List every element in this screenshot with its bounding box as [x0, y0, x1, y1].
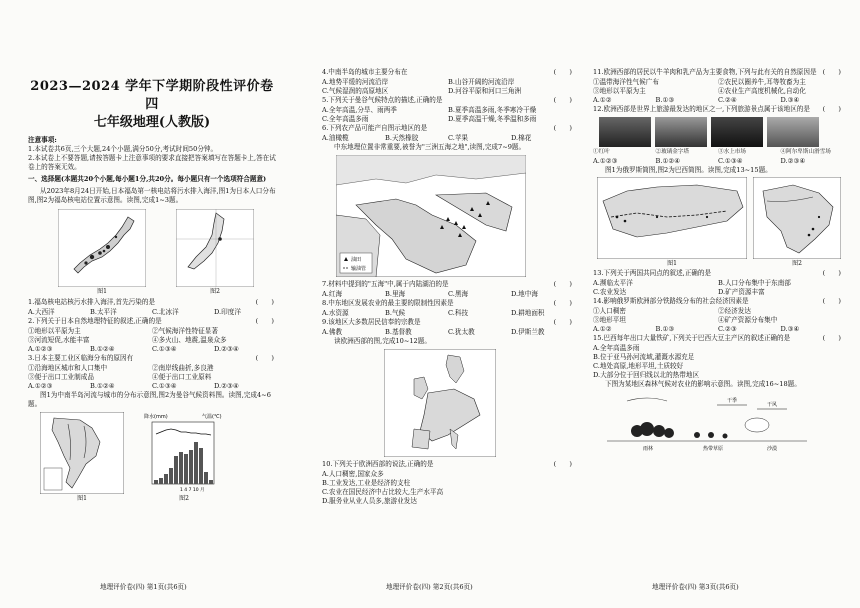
figure-row: [40, 412, 276, 503]
option[interactable]: A.油橄榄: [322, 134, 349, 142]
statement: ②南岸线曲折,多良港: [152, 364, 214, 372]
question-intro: 读欧洲西部的图,完成10~12题。: [334, 337, 431, 345]
question-10: 10.下列关于欧洲西部的说法,正确的是 ( ): [322, 460, 572, 468]
question-text: 11.欧洲西部的居民以牛羊肉和乳产品为主要食物,下列与此有关的自然原因是: [593, 68, 817, 76]
figure-caption: 图2: [792, 260, 802, 267]
option[interactable]: D.伊斯兰教: [511, 328, 545, 336]
option[interactable]: D.耕地面积: [511, 309, 545, 317]
question-intro: 下图为某地区森林气候对农业的影响示意图。读图,完成16~18题。: [605, 380, 801, 388]
option[interactable]: A.佛教: [322, 328, 343, 336]
q5-options: [322, 106, 574, 124]
diagram-label: 沙漠: [767, 446, 778, 452]
option[interactable]: A.①②③: [28, 382, 53, 390]
statement: ①地形以平原为主: [28, 327, 81, 335]
question-text: 6.下列农产品可能产自图示地区的是: [322, 124, 428, 132]
option[interactable]: D.大部分位于回归线以北的热带地区: [593, 371, 700, 379]
q4-options: [322, 78, 574, 96]
q14-options: [593, 325, 843, 334]
question-text: 5.下列关于曼谷气候特点的描述,正确的是: [322, 96, 443, 104]
photo: [655, 117, 707, 147]
question-8: 8.中东地区发展农业的最主要的限制性因素是 ( ): [322, 299, 572, 307]
option[interactable]: C.气候湿润的高原地区: [322, 87, 389, 95]
option[interactable]: A.全年高温,分旱、雨两季: [322, 106, 397, 114]
notice-item: 1.本试卷共6页,三个大题,24个小题,满分50分,考试时间50分钟。: [28, 145, 218, 153]
q11-options: [593, 96, 843, 105]
q9-options: [322, 328, 574, 337]
figure-caption: 图1: [77, 495, 87, 502]
option[interactable]: C.②③: [718, 325, 737, 333]
page-footer: 地理评价卷(四) 第2页(共6页): [386, 583, 473, 591]
page-1: [28, 62, 276, 503]
question-intro: 图1为俄罗斯简图,图2为巴西简图。读图,完成13~15题。: [605, 166, 772, 174]
brazil-map: [753, 177, 841, 268]
russia-map: [597, 177, 747, 268]
option[interactable]: D.②③④: [780, 157, 806, 165]
q14-statements: [593, 307, 843, 325]
question-intro: 图1为中南半岛河流与城市的分布示意图,图2为曼谷气候资料图。读图,完成4~6题。: [28, 391, 271, 408]
option[interactable]: C.苹果: [448, 134, 469, 142]
question-11: 11.欧洲西部的居民以牛羊肉和乳产品为主要食物,下列与此有关的自然原因是 ( ): [593, 68, 841, 76]
statement: ②农民以圈养牛,耳等牧畜为主: [718, 78, 806, 86]
option[interactable]: B.工业发达,工业是经济的支柱: [322, 479, 411, 487]
option[interactable]: A.①②: [593, 325, 612, 333]
option[interactable]: D.棉花: [511, 134, 532, 142]
statement: ②气候海洋性特征显著: [152, 327, 218, 335]
svg-text:1 4 7 10 月: 1 4 7 10 月: [180, 488, 205, 493]
statement: ③地形平坦: [593, 316, 626, 324]
option[interactable]: B.气候: [385, 309, 406, 317]
option[interactable]: B.①②④: [90, 345, 115, 353]
option[interactable]: B.太平洋: [90, 308, 117, 316]
statement: ③地形以平原为主: [593, 87, 646, 95]
q10-options: [322, 470, 574, 506]
question-text: 15.巴西每年出口大量铁矿,下列关于巴西大豆主产区的叙述正确的是: [593, 334, 791, 342]
question-9: 9.该地区大多数居民信奉的宗教是 ( ): [322, 318, 572, 326]
statement: ④多火山、地震,温泉众多: [152, 336, 227, 344]
photo-label: ③水上市场: [718, 149, 746, 155]
statement: ④农业生产高度机械化,自动化: [718, 87, 806, 95]
option[interactable]: B.①③: [655, 325, 675, 333]
notice-item: 2.本试卷上不要答题,请按答题卡上注意事项的要求直接把答案填写在答题卡上,答在试卷上的答案无效。: [28, 154, 276, 171]
option[interactable]: D.地中海: [511, 290, 538, 298]
option[interactable]: C.②④: [718, 96, 737, 104]
option[interactable]: B.山谷开阔的河流沿岸: [448, 78, 515, 86]
question-12: 12.欧洲西部是世界上旅游最发达的地区之一,下列旅游景点属于该地区的是 ( ): [593, 105, 841, 113]
option[interactable]: B.①②④: [655, 157, 681, 165]
option[interactable]: B.①③: [655, 96, 675, 104]
question-intro: 中东地理位置非常重要,被誉为"三洲五海之地",读图,完成7~9题。: [334, 143, 526, 151]
photo-labels: [593, 148, 843, 157]
question-text: 14.影响俄罗斯欧洲部分铁路线分布的社会经济因素是: [593, 297, 749, 305]
statement: ④矿产资源分布集中: [718, 316, 778, 324]
exam-title: 2023—2024 学年下学期阶段性评价卷四: [30, 79, 274, 112]
option[interactable]: A.①②: [593, 96, 612, 104]
option[interactable]: C.①③④: [152, 345, 177, 353]
option[interactable]: B.位于亚马孙河流域,灌溉水源充足: [593, 353, 695, 361]
statement: ①温带海洋性气候广布: [593, 78, 659, 86]
notice-header: 注意事项:: [28, 136, 57, 144]
figure-row: [58, 209, 276, 296]
question-text: 8.中东地区发展农业的最主要的限制性因素是: [322, 299, 454, 307]
question-1: 1.福岛核电站核污水排入海洋,首先污染的是 ( ): [28, 298, 274, 306]
diagram-label: 干风: [767, 402, 778, 408]
option[interactable]: D.矿产资源丰富: [718, 288, 765, 296]
page-footer: 地理评价卷(四) 第1页(共6页): [100, 583, 187, 591]
option[interactable]: A.①②③: [593, 157, 618, 165]
question-text: 4.中南半岛的城市主要分布在: [322, 68, 408, 76]
question-4: 4.中南半岛的城市主要分布在 ( ): [322, 68, 572, 76]
q6-options: [322, 134, 574, 143]
question-text: 2.下列关于日本自然地理特征的叙述,正确的是: [28, 317, 162, 325]
option[interactable]: B.里海: [385, 290, 406, 298]
western-europe-map: [384, 349, 574, 457]
option[interactable]: B.基督教: [385, 328, 412, 336]
figure-caption: 图1: [667, 260, 677, 267]
q13-options: [593, 279, 843, 297]
photo-label: ①红叶: [593, 149, 610, 155]
q2-statements: [28, 327, 276, 345]
question-15: 15.巴西每年出口大量铁矿,下列关于巴西大豆主产区的叙述正确的是 ( ): [593, 334, 841, 342]
legend-oil: 油田: [351, 257, 362, 263]
climate-diagram: [607, 391, 843, 453]
question-13: 13.下列关于两国共同点的叙述,正确的是 ( ): [593, 269, 841, 277]
q8-options: [322, 309, 574, 318]
figure-caption: 图1: [97, 288, 107, 295]
photo: [599, 117, 651, 147]
question-text: 3.日本主要工业区临海分布的原因有: [28, 354, 134, 362]
option[interactable]: D.③④: [780, 325, 800, 333]
question-2: 2.下列关于日本自然地理特征的叙述,正确的是 ( ): [28, 317, 274, 325]
q7-options: [322, 290, 574, 299]
option[interactable]: D.河谷平原和河口三角洲: [448, 87, 522, 95]
page-2: [322, 68, 574, 506]
statement: ④便于出口工业原料: [152, 373, 212, 381]
option[interactable]: D.③④: [780, 96, 800, 104]
q12-options: [593, 157, 843, 166]
option[interactable]: D.夏季高温干燥,冬季温和多雨: [448, 115, 537, 123]
option[interactable]: C.全年高温多雨: [322, 115, 369, 123]
option[interactable]: C.农业在国民经济中占比较大,生产水平高: [322, 488, 444, 496]
option[interactable]: C.北冰洋: [152, 308, 179, 316]
option[interactable]: C.农业发达: [593, 288, 627, 296]
option[interactable]: B.夏季高温多雨,冬季寒冷干燥: [448, 106, 537, 114]
figure-caption: 图2: [210, 288, 220, 295]
question-3: 3.日本主要工业区临海分布的原因有 ( ): [28, 354, 274, 362]
question-7: 7.材料中提到的"五海"中,属于内陆湖泊的是 ( ): [322, 280, 572, 288]
q15-options: [593, 344, 843, 380]
japan-population-map: [58, 209, 146, 296]
option[interactable]: D.②③④: [214, 345, 239, 353]
photo: [767, 117, 819, 147]
option[interactable]: C.科技: [448, 309, 469, 317]
section-heading: 一、选择题(本题共20个小题,每小题1分,共20分。每小题只有一个选项符合题意): [28, 175, 267, 183]
option[interactable]: C.黑海: [448, 290, 469, 298]
notice-block: [28, 136, 276, 172]
statement: ①人口稠密: [593, 307, 626, 315]
question-text: 9.该地区大多数居民信奉的宗教是: [322, 318, 421, 326]
statement: ③河流短促,水能丰富: [28, 336, 90, 344]
option[interactable]: A.全年高温多雨: [593, 344, 640, 352]
question-text: 13.下列关于两国共同点的叙述,正确的是: [593, 269, 712, 277]
diagram-label: 热带草原: [703, 446, 724, 452]
tourism-photos: [599, 117, 843, 147]
option[interactable]: C.地处高原,地形平坦,土质较好: [593, 362, 684, 370]
option[interactable]: A.大西洋: [28, 308, 55, 316]
question-text: 7.材料中提到的"五海"中,属于内陆湖泊的是: [322, 280, 449, 288]
option[interactable]: B.①②④: [90, 382, 115, 390]
option[interactable]: C.①③④: [718, 157, 743, 165]
photo-label: ②玻璃金字塔: [655, 149, 690, 155]
q3-statements: [28, 364, 276, 382]
option[interactable]: A.①②③: [28, 345, 53, 353]
option[interactable]: C.犹太教: [448, 328, 475, 336]
figure-caption: 图2: [179, 495, 189, 502]
fukushima-location-map: [176, 209, 254, 296]
question-14: 14.影响俄罗斯欧洲部分铁路线分布的社会经济因素是 ( ): [593, 297, 841, 305]
chart-left-axis-title: 降水(mm): [144, 414, 168, 420]
question-text: 12.欧洲西部是世界上旅游最发达的地区之一,下列旅游景点属于该地区的是: [593, 105, 810, 113]
page-3: [593, 68, 843, 453]
option[interactable]: D.印度洋: [214, 308, 241, 316]
option[interactable]: B.天然橡胶: [385, 134, 419, 142]
option[interactable]: A.人口稠密,国家众多: [322, 470, 384, 478]
option[interactable]: B.人口分布集中于东南部: [718, 279, 791, 287]
q1-options: [28, 308, 276, 317]
page-footer: 地理评价卷(四) 第3页(共6页): [652, 583, 739, 591]
bangkok-climate-chart: [134, 412, 234, 503]
question-text: 1.福岛核电站核污水排入海洋,首先污染的是: [28, 298, 156, 306]
figure-row: [597, 177, 843, 268]
statement: ③便于出口工业制成品: [28, 373, 94, 381]
legend-pipeline: 输油管: [351, 266, 367, 272]
exam-subtitle: 七年级地理(人教版): [93, 115, 211, 130]
indochina-map: [40, 412, 124, 503]
option[interactable]: A.水资源: [322, 309, 349, 317]
option[interactable]: A.地势平缓的河流沿岸: [322, 78, 389, 86]
question-5: 5.下列关于曼谷气候特点的描述,正确的是 ( ): [322, 96, 572, 104]
q3-options: [28, 382, 276, 391]
question-text: 10.下列关于欧洲西部的说法,正确的是: [322, 460, 434, 468]
q11-statements: [593, 78, 843, 96]
statement: ①沿海地区城市和人口集中: [28, 364, 108, 372]
diagram-label: 干季: [727, 398, 738, 404]
q2-options: [28, 345, 276, 354]
option[interactable]: A.濒临太平洋: [593, 279, 633, 287]
option[interactable]: A.红海: [322, 290, 343, 298]
photo: [711, 117, 763, 147]
diagram-label: 雨林: [643, 446, 654, 452]
middle-east-map: [336, 155, 574, 277]
question-6: 6.下列农产品可能产自图示地区的是 ( ): [322, 124, 572, 132]
option[interactable]: D.②③④: [214, 382, 239, 390]
photo-label: ④阿尔卑斯山滑雪场: [780, 149, 831, 155]
statement: ②经济发达: [718, 307, 751, 315]
question-intro: 从2023年8月24日开始,日本福岛第一核电站将污水排入海洋,图1为日本人口分布图,图2为福岛核电站位置示意图。读图,完成1~3题。: [28, 187, 276, 204]
chart-right-axis-title: 气温(℃): [202, 414, 222, 420]
option[interactable]: D.服务业从业人员多,旅游业发达: [322, 497, 417, 505]
option[interactable]: C.①③④: [152, 382, 177, 390]
